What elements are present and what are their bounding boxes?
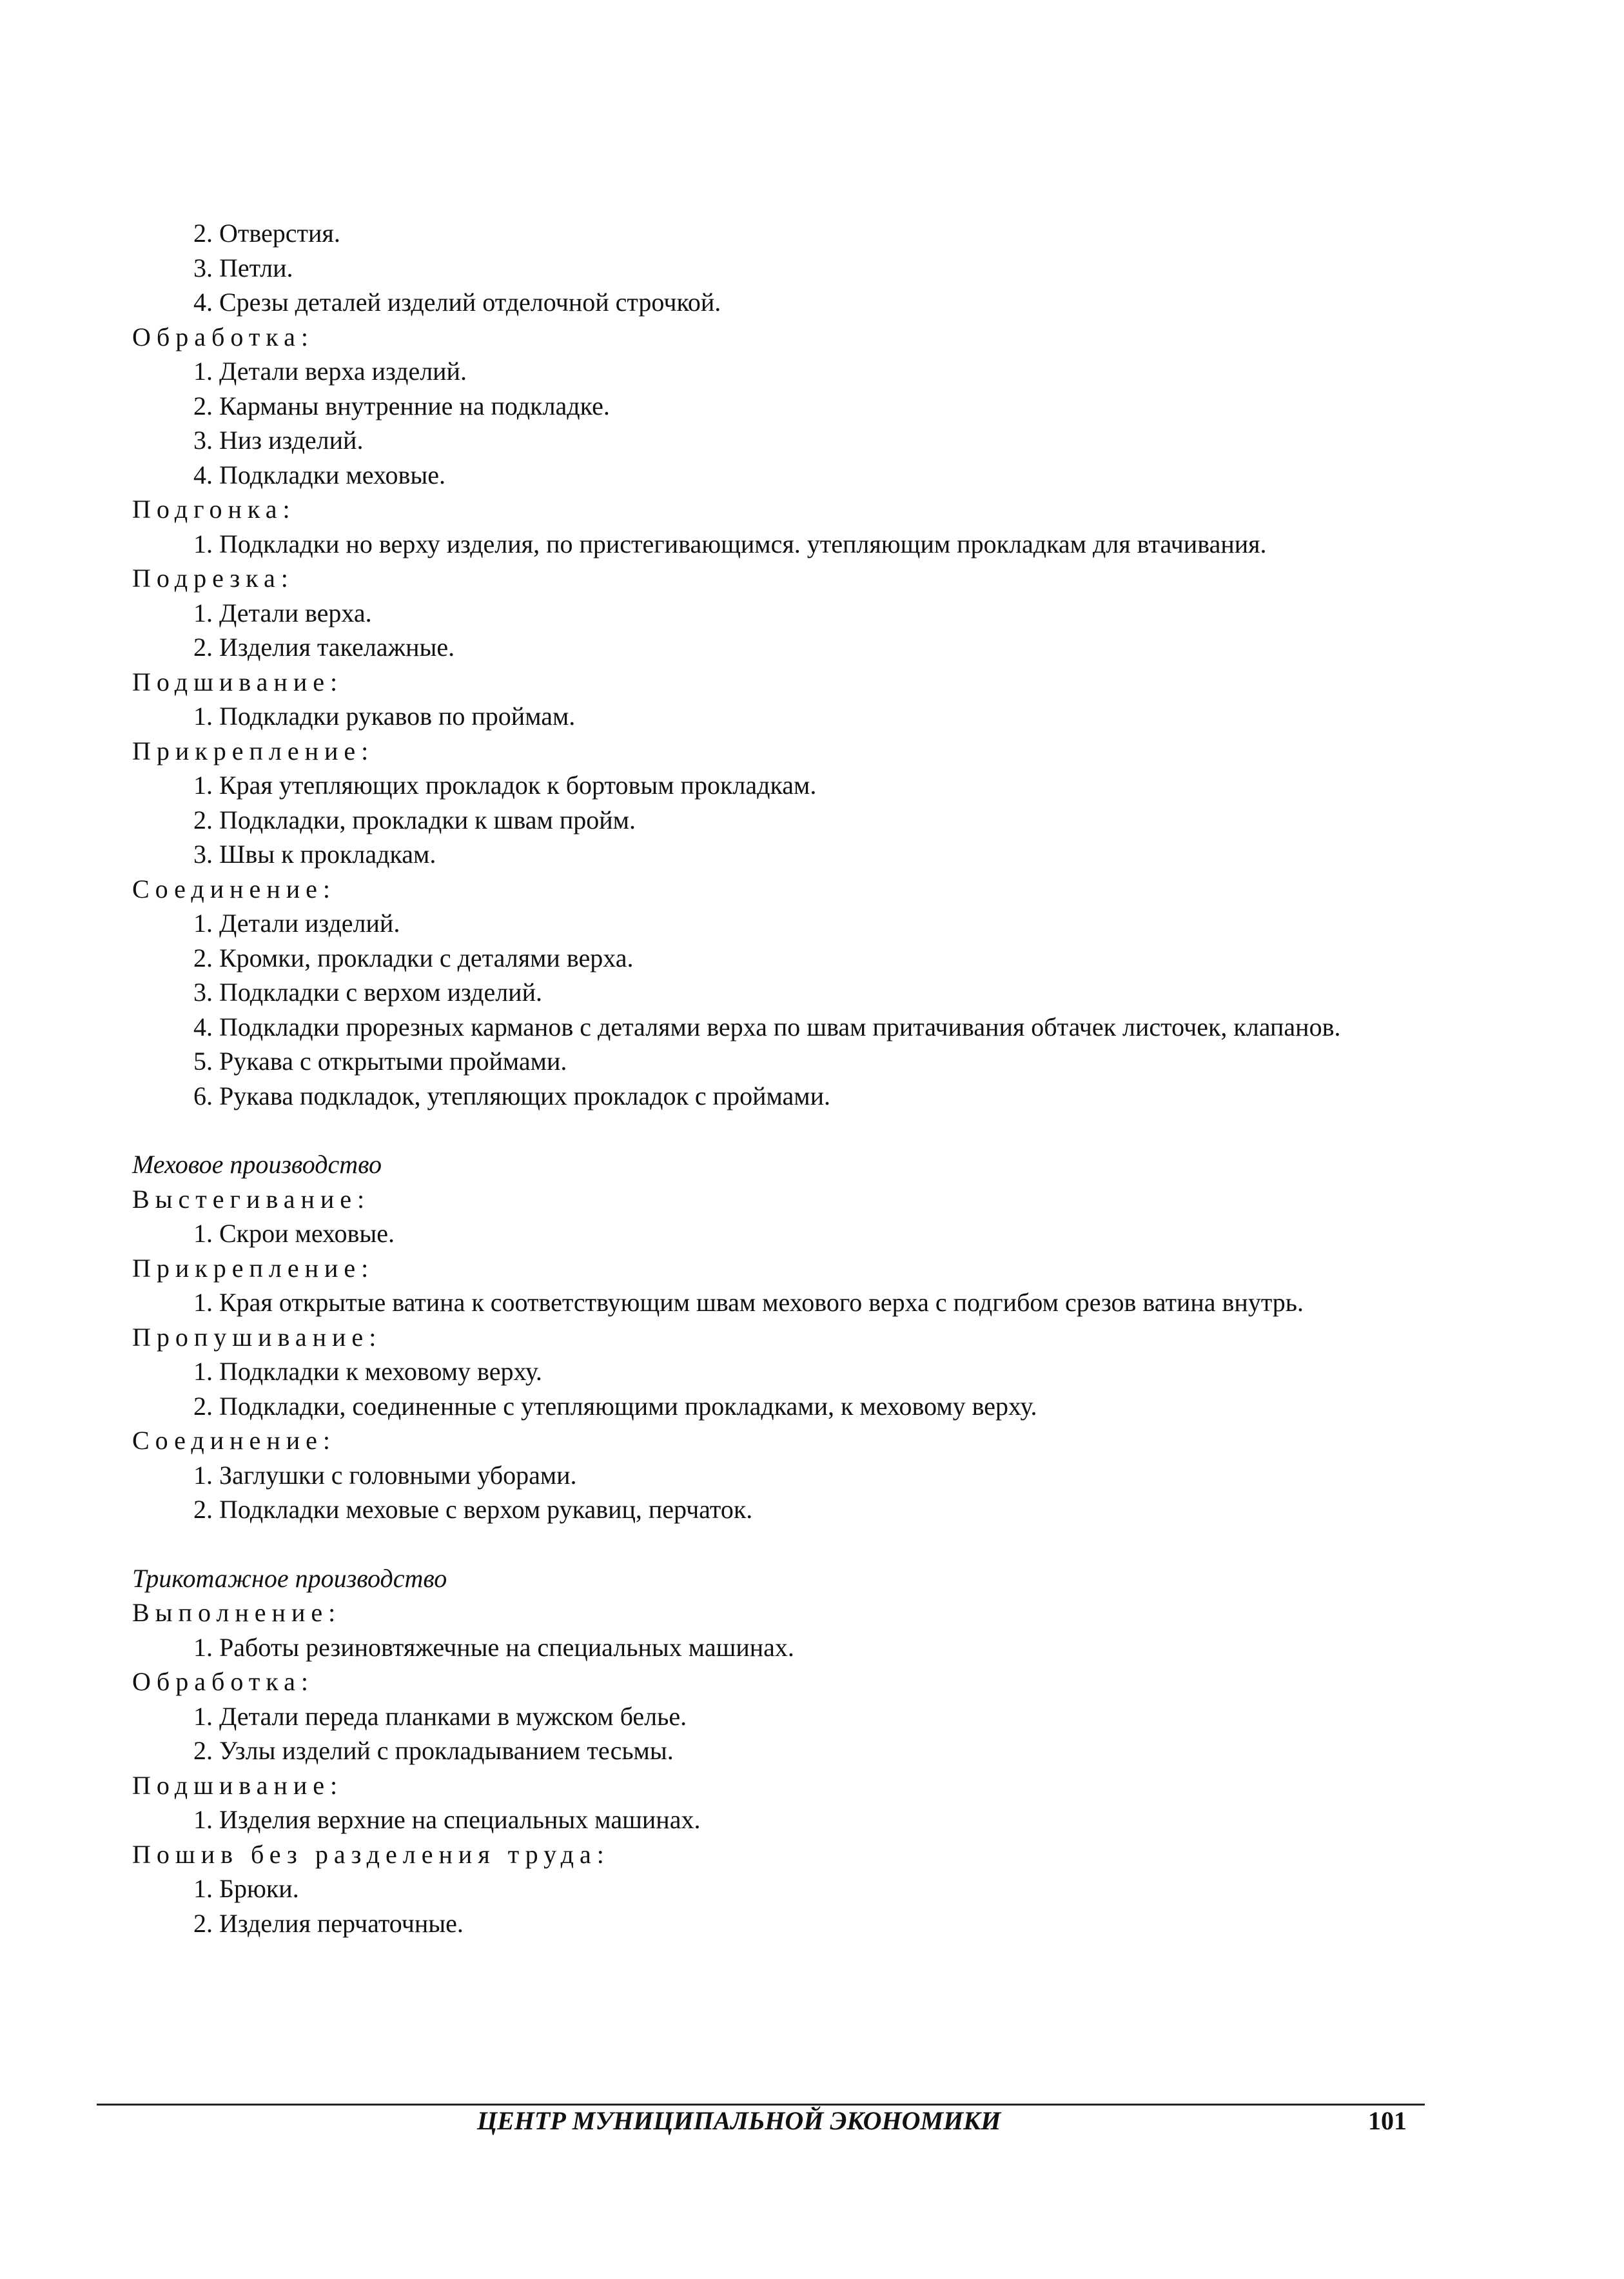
list-item: 1. Брюки. <box>193 1874 299 1903</box>
list-item: 5. Рукава с открытыми проймами. <box>193 1047 567 1076</box>
operation-heading: Обработка: <box>132 322 309 351</box>
list-item: 4. Подкладки прорезных карманов с деталями верха по швам притачивания обтачек листочек, клапанов. <box>193 1012 1341 1041</box>
section-title-knit: Трикотажное производство <box>132 1563 447 1593</box>
operation-heading: Прикрепление: <box>132 1253 369 1283</box>
list-item: 1. Края открытые ватина к соответствующим швам мехового верха с подгибом срезов ватина внутрь. <box>193 1288 1304 1317</box>
operation-heading: Обработка: <box>132 1667 309 1696</box>
list-item: 2. Отверстия. <box>193 219 340 248</box>
list-item: 4. Подкладки меховые. <box>193 460 445 489</box>
list-item: 1. Скрои меховые. <box>193 1219 395 1248</box>
section-title-fur: Меховое производство <box>132 1150 382 1179</box>
list-item: 6. Рукава подкладок, утепляющих прокладок с проймами. <box>193 1081 830 1110</box>
list-item: 2. Подкладки, соединенные с утепляющими прокладками, к меховому верху. <box>193 1391 1037 1421</box>
operation-heading: Выполнение: <box>132 1598 336 1627</box>
list-item: 2. Подкладки, прокладки к швам пройм. <box>193 805 636 834</box>
list-item: 1. Детали изделий. <box>193 909 400 938</box>
list-item: 4. Срезы деталей изделий отделочной строчкой. <box>193 288 721 317</box>
list-item: 2. Изделия перчаточные. <box>193 1908 464 1938</box>
list-item: 3. Низ изделий. <box>193 426 364 455</box>
operation-heading: Выстегивание: <box>132 1184 365 1214</box>
operation-heading: Подрезка: <box>132 564 288 593</box>
list-item: 2. Карманы внутренние на подкладке. <box>193 391 610 420</box>
list-item: 1. Заглушки с головными уборами. <box>193 1460 577 1490</box>
list-item: 1. Подкладки рукавов по проймам. <box>193 702 576 731</box>
list-item: 1. Края утепляющих прокладок к бортовым прокладкам. <box>193 771 817 800</box>
operation-heading: Пропушивание: <box>132 1322 377 1352</box>
list-item: 3. Подкладки с верхом изделий. <box>193 978 542 1007</box>
list-item: 1. Подкладки к меховому верху. <box>193 1357 542 1386</box>
list-item: 2. Кромки, прокладки с деталями верха. <box>193 943 634 972</box>
operation-heading: Прикрепление: <box>132 736 369 765</box>
list-item: 1. Работы резиновтяжечные на специальных машинах. <box>193 1632 794 1662</box>
footer-title: ЦЕНТР МУНИЦИПАЛЬНОЙ ЭКОНОМИКИ <box>477 2106 1001 2135</box>
list-item: 1. Детали верха. <box>193 598 372 627</box>
operation-heading: Подшивание: <box>132 1770 338 1800</box>
list-item: 3. Швы к прокладкам. <box>193 840 436 869</box>
page-number: 101 <box>1368 2106 1407 2135</box>
list-item: 2. Изделия такелажные. <box>193 633 455 662</box>
page-content <box>132 216 1415 1940</box>
operation-heading: Пошив без разделения труда: <box>132 1839 604 1869</box>
operation-heading: Соединение: <box>132 874 331 903</box>
operation-heading: Соединение: <box>132 1426 331 1455</box>
list-item: 2. Узлы изделий с прокладыванием тесьмы. <box>193 1736 674 1765</box>
operation-heading: Подгонка: <box>132 495 290 524</box>
list-item: 1. Подкладки но верху изделия, по пристегивающимся. утепляющим прокладкам для втачивания. <box>193 529 1267 558</box>
list-item: 1. Детали верха изделий. <box>193 357 467 386</box>
list-item: 1. Изделия верхние на специальных машинах. <box>193 1805 701 1834</box>
list-item: 3. Петли. <box>193 253 293 282</box>
list-item: 2. Подкладки меховые с верхом рукавиц, перчаток. <box>193 1495 753 1524</box>
list-item: 1. Детали переда планками в мужском белье. <box>193 1701 687 1731</box>
operation-heading: Подшивание: <box>132 667 338 696</box>
